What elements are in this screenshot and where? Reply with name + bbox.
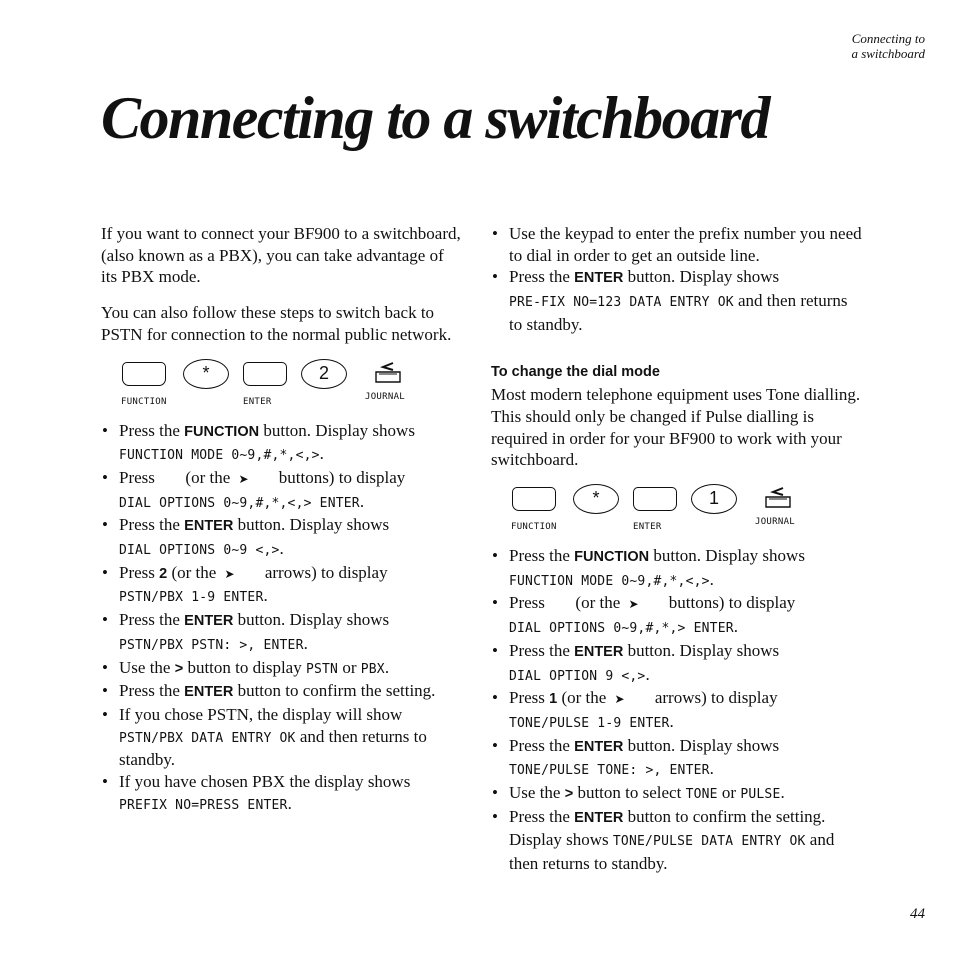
step-text: button to display [183, 657, 306, 677]
step-text: or [338, 657, 361, 677]
step-text: button to select [573, 783, 686, 803]
display-text: TONE/PULSE 1-9 ENTER [509, 715, 670, 731]
step-text: Press the [509, 546, 575, 566]
display-text: FUNCTION MODE 0~9,#,*,<,> [509, 573, 710, 589]
step-text: . [279, 539, 284, 559]
key-name: 1 [549, 691, 558, 708]
journal-key-label: JOURNAL [365, 391, 406, 402]
step-text: Press [119, 562, 160, 582]
step-text: button. Display shows [259, 420, 415, 440]
journal-key-icon [763, 483, 793, 509]
display-text: FUNCTION MODE 0~9,#,*,<,> [119, 448, 320, 464]
step-text: . [709, 569, 714, 589]
star-key-icon [183, 359, 229, 389]
step-text: arrows) to display [650, 688, 778, 708]
running-head [851, 31, 925, 61]
star-key-symbol: * [592, 488, 600, 509]
step-text: Press the [509, 735, 575, 755]
display-text: DIAL OPTIONS 0~9,#,*,> ENTER [509, 621, 734, 637]
right-arrow-icon: ➤ [224, 566, 235, 581]
list-item [101, 657, 463, 681]
step-text: button to confirm the setting. [233, 681, 436, 701]
star-key-icon [573, 484, 619, 514]
step-text: and then returns to standby. [119, 726, 427, 770]
step-text: . [263, 586, 268, 606]
list-item [101, 514, 463, 561]
step-text: . [780, 783, 785, 803]
step-text: buttons) to display [664, 593, 796, 613]
key-name: ENTER [574, 809, 624, 826]
left-column [101, 223, 463, 816]
list-item [491, 223, 863, 266]
right-column [491, 223, 863, 875]
prefix-steps-list [491, 223, 863, 336]
step-text: button. Display shows [233, 515, 390, 535]
display-text: TONE/PULSE TONE: >, ENTER [509, 763, 710, 779]
list-item [101, 562, 463, 609]
keypad-illustration [491, 483, 831, 545]
key-name: > [564, 786, 574, 803]
key-name: ENTER [574, 270, 624, 287]
display-text: TONE [685, 787, 718, 803]
step-text: and then returns to standby. [509, 291, 848, 334]
step-text: . [669, 711, 674, 731]
step-text: (or the [167, 562, 221, 582]
step-text: Press the [119, 681, 185, 701]
display-text: DIAL OPTIONS 0~9 <,> [119, 543, 280, 559]
list-item [491, 735, 863, 782]
list-item [491, 640, 863, 687]
running-head-line-2: a switchboard [851, 46, 925, 61]
step-text: Use the keypad to enter the prefix number you need to dial in order to get an outside line. [509, 224, 862, 265]
list-item [101, 609, 463, 656]
right-arrow-icon: ➤ [238, 471, 249, 486]
step-text: Press [509, 593, 550, 613]
enter-key-icon [633, 487, 677, 511]
display-text: PULSE [740, 787, 781, 803]
display-text: PSTN [305, 661, 339, 677]
key-name: FUNCTION [574, 549, 650, 566]
key-name: ENTER [184, 684, 234, 701]
step-text: Press the [509, 806, 575, 826]
step-text: button. Display shows [649, 546, 805, 566]
display-text: TONE/PULSE DATA ENTRY OK [612, 834, 806, 850]
step-text: Press [119, 467, 160, 487]
step-text: (or the [181, 467, 235, 487]
step-text: . [287, 793, 292, 813]
step-text: (or the [571, 593, 625, 613]
step-text: Press [509, 688, 550, 708]
step-text: Press the [119, 420, 185, 440]
function-key-label: FUNCTION [511, 522, 557, 533]
function-key-label: FUNCTION [121, 396, 167, 407]
step-text: . [709, 759, 714, 779]
list-item [491, 266, 863, 335]
display-text: PSTN/PBX DATA ENTRY OK [119, 730, 296, 746]
step-text: Use the [119, 657, 175, 677]
step-text: button. Display shows [623, 735, 780, 755]
list-item [491, 687, 863, 734]
step-text: Use the [509, 783, 565, 803]
step-text: If you chose PSTN, the display will show [119, 704, 403, 724]
display-text: DIAL OPTIONS 0~9,#,*,<,> ENTER [119, 495, 360, 511]
display-text: PREFIX NO=PRESS ENTER [119, 797, 288, 813]
step-text: button to confirm the setting. Display shows [509, 806, 826, 850]
display-text: PSTN/PBX 1-9 ENTER [119, 590, 264, 606]
journal-key-label: JOURNAL [755, 517, 796, 528]
step-text: Press the [509, 640, 575, 660]
list-item [101, 704, 463, 771]
step-text: button. Display shows [233, 610, 390, 630]
step-text: . [384, 657, 390, 677]
key-name: FUNCTION [184, 423, 260, 440]
journal-key-icon [373, 358, 403, 384]
key-name: 2 [159, 565, 168, 582]
display-text: PBX [360, 661, 385, 677]
list-item [491, 782, 863, 806]
step-text: button. Display shows [623, 267, 780, 287]
step-text: button. Display shows [623, 640, 780, 660]
list-item [101, 680, 463, 704]
intro-paragraph-2: You can also follow these steps to switch back to PSTN for connection to the normal public network. [101, 303, 452, 344]
key-name: ENTER [574, 643, 624, 660]
keypad-illustration [101, 358, 441, 420]
digit-key-icon [691, 484, 737, 514]
function-key-icon [512, 487, 556, 511]
key-name: > [174, 660, 184, 677]
right-arrow-icon: ➤ [614, 692, 625, 707]
right-arrow-icon: ➤ [628, 597, 639, 612]
step-text: Press the [119, 610, 185, 630]
display-text: PSTN/PBX PSTN: >, ENTER [119, 637, 304, 653]
page-title: Connecting to a switchboard [101, 85, 769, 151]
star-key-symbol: * [202, 362, 210, 383]
enter-key-label: ENTER [243, 396, 272, 407]
key-name: ENTER [574, 738, 624, 755]
enter-key-icon [243, 362, 287, 386]
step-text: . [733, 617, 738, 637]
step-text: If you have chosen PBX the display shows [119, 772, 411, 792]
list-item [101, 420, 463, 467]
display-text: DIAL OPTION 9 <,> [509, 668, 646, 684]
list-item [101, 467, 463, 514]
step-text: . [303, 633, 308, 653]
key-name: ENTER [184, 613, 234, 630]
display-text: PRE-FIX NO=123 DATA ENTRY OK [509, 295, 734, 311]
key-name: ENTER [184, 518, 234, 535]
step-text: and then returns to standby. [509, 830, 835, 874]
page-number: 44 [910, 906, 925, 922]
step-text: . [645, 664, 650, 684]
running-head-line-1: Connecting to [851, 31, 925, 46]
step-text: arrows) to display [260, 562, 388, 582]
step-text: Press the [119, 515, 185, 535]
list-item [491, 545, 863, 592]
list-item [491, 592, 863, 639]
enter-key-label: ENTER [633, 522, 662, 533]
step-text: . [359, 491, 365, 511]
step-text: or [717, 783, 741, 803]
digit-key-symbol: 2 [318, 362, 329, 383]
dial-mode-heading: To change the dial mode [491, 363, 660, 380]
pbx-steps-list [101, 420, 463, 817]
step-text: (or the [557, 688, 611, 708]
function-key-icon [122, 362, 166, 386]
step-text: Press the [509, 267, 575, 287]
digit-key-symbol: 1 [708, 488, 719, 509]
dial-mode-intro: Most modern telephone equipment uses Tone dialling. This should only be changed if Pulse dialling is required in order for your BF900 to work with your switchboard. [491, 385, 861, 470]
step-text: buttons) to display [274, 467, 406, 487]
intro-paragraph-1: If you want to connect your BF900 to a switchboard, (also known as a PBX), you can take advantage of its PBX mode. [101, 224, 461, 287]
dial-mode-steps-list [491, 545, 863, 875]
step-text: . [319, 444, 324, 464]
list-item [491, 806, 863, 875]
digit-key-icon [301, 359, 347, 389]
list-item [101, 771, 463, 816]
